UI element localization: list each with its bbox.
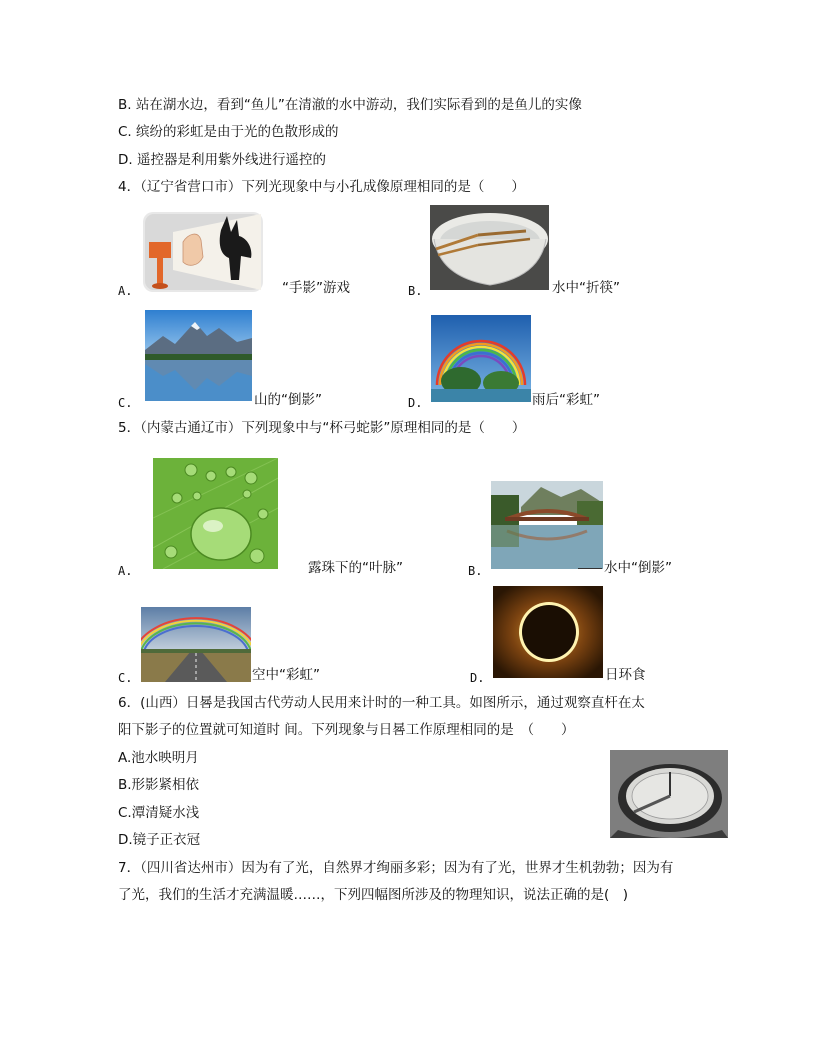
question-4-text: 4．（辽宁省营口市）下列光现象中与小孔成像原理相同的是（ ） xyxy=(118,179,525,195)
question-6-text-line1: 6．(山西）日晷是我国古代劳动人民用来计时的一种工具。如图所示，通过观察直杆在太 xyxy=(118,695,645,711)
q4-option-c-caption: 山的“倒影” xyxy=(254,392,322,408)
q6-option-d: D.镜子正衣冠 xyxy=(118,832,201,848)
q5-option-d-caption: 日环食 xyxy=(605,667,646,683)
q4-option-a-letter: A. xyxy=(118,284,133,298)
question-5-text: 5．（内蒙古通辽市）下列现象中与“杯弓蛇影”原理相同的是（ ） xyxy=(118,420,526,436)
q4-option-b-letter: B. xyxy=(408,284,423,298)
dew-drops-leaf-image xyxy=(153,458,278,569)
q5-option-a-letter: A. xyxy=(118,564,133,578)
q4-option-d-letter: D. xyxy=(408,396,423,410)
option-c-text: C. 缤纷的彩虹是由于光的色散形成的 xyxy=(118,124,339,140)
question-6-text-line2: 阳下影子的位置就可知道时 间。下列现象与日晷工作原理相同的是 （ ） xyxy=(118,722,575,738)
q5-option-d-letter: D. xyxy=(470,671,485,685)
rainbow-road-image xyxy=(141,607,251,682)
option-b-text: B. 站在湖水边，看到“鱼儿”在清澈的水中游动，我们实际看到的是鱼儿的实像 xyxy=(118,97,582,113)
bent-chopsticks-image xyxy=(430,205,549,290)
q4-option-c-letter: C. xyxy=(118,396,133,410)
option-d-text: D. 遥控器是利用紫外线进行遥控的 xyxy=(118,152,326,168)
q4-option-a-caption: “手影”游戏 xyxy=(282,280,350,296)
q6-option-b: B.形影紧相依 xyxy=(118,777,200,793)
sundial-image xyxy=(610,750,728,838)
mountain-reflection-image xyxy=(145,310,252,401)
bridge-reflection-image xyxy=(491,481,603,569)
q5-option-b-caption: 水中“倒影” xyxy=(604,560,672,576)
q5-option-b-letter: B. xyxy=(468,564,483,578)
q4-option-d-caption: 雨后“彩虹” xyxy=(532,392,600,408)
blank-underline xyxy=(578,568,602,569)
question-7-text-line1: 7．（四川省达州市）因为有了光，自然界才绚丽多彩；因为有了光，世界才生机勃勃；因为有 xyxy=(118,860,674,876)
q6-option-c: C.潭清疑水浅 xyxy=(118,805,200,821)
hand-shadow-image xyxy=(143,212,263,292)
q5-option-a-caption: 露珠下的“叶脉” xyxy=(308,560,403,576)
q5-option-c-caption: 空中“彩虹” xyxy=(252,667,320,683)
q4-option-b-caption: 水中“折筷” xyxy=(552,280,620,296)
q6-option-a: A.池水映明月 xyxy=(118,750,199,766)
q5-option-c-letter: C. xyxy=(118,671,133,685)
annular-eclipse-image xyxy=(493,586,603,678)
question-7-text-line2: 了光，我们的生活才充满温暖……，下列四幅图所涉及的物理知识，说法正确的是( ) xyxy=(118,887,629,903)
rainbow-image xyxy=(431,315,531,402)
